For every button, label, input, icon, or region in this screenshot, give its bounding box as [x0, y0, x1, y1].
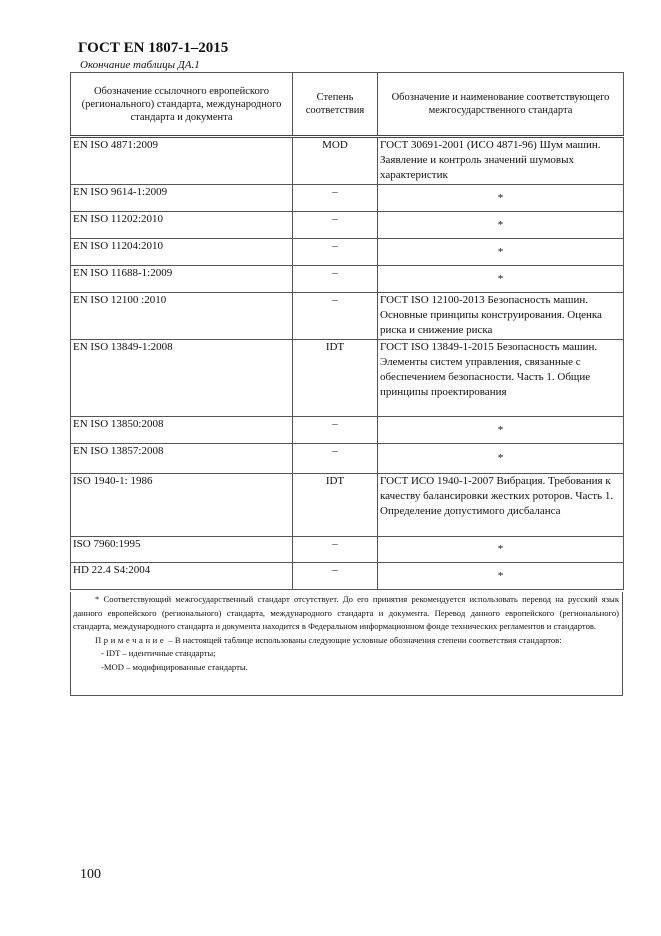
table-row: [71, 537, 624, 563]
table-row: [71, 212, 624, 239]
reference-cell: EN ISO 13850:2008: [71, 417, 293, 444]
note-item-idt: - IDT – идентичные стандарты;: [101, 648, 216, 658]
footnote-note: [73, 634, 619, 648]
corresponding-cell: *: [378, 266, 624, 293]
column-header-degree: Степень соответствия: [293, 73, 378, 137]
reference-cell: EN ISO 11688-1:2009: [71, 266, 293, 293]
table-row: [71, 293, 624, 340]
reference-cell: EN ISO 11202:2010: [71, 212, 293, 239]
table-row: [71, 185, 624, 212]
reference-cell: EN ISO 9614-1:2009: [71, 185, 293, 212]
corresponding-cell: *: [378, 239, 624, 266]
note-label: Примечание: [95, 634, 167, 645]
reference-cell: EN ISO 12100 :2010: [71, 293, 293, 340]
column-header-corresponding: Обозначение и наименование соответствующего межгосударственного стандарта: [378, 73, 624, 137]
degree-cell: –: [293, 417, 378, 444]
degree-cell: –: [293, 293, 378, 340]
degree-cell: –: [293, 239, 378, 266]
reference-cell: EN ISO 13849-1:2008: [71, 340, 293, 417]
page-number: 100: [80, 867, 101, 882]
reference-cell: HD 22.4 S4:2004: [71, 563, 293, 590]
table-row: [71, 239, 624, 266]
standards-table: [70, 72, 624, 590]
corresponding-cell: *: [378, 417, 624, 444]
corresponding-cell: *: [378, 185, 624, 212]
table-row: [71, 563, 624, 590]
table-continuation-caption: Окончание таблицы ДА.1: [80, 59, 200, 71]
note-item-mod: -MOD – модифицированные стандарты.: [101, 661, 248, 672]
corresponding-cell: ГОСТ ISO 13849-1-2015 Безопасность машин. Элементы систем управления, связанные с обеспечением безопасности. Часть 1. Общие принципы проектирования: [378, 340, 624, 417]
corresponding-cell: *: [378, 212, 624, 239]
table-footnote: [70, 592, 623, 696]
reference-cell: EN ISO 13857:2008: [71, 444, 293, 474]
document-title: ГОСТ EN 1807-1–2015: [78, 40, 229, 56]
reference-cell: EN ISO 4871:2009: [71, 137, 293, 185]
table-row: [71, 340, 624, 417]
reference-cell: ISO 1940-1: 1986: [71, 474, 293, 537]
degree-cell: –: [293, 212, 378, 239]
table-row: [71, 137, 624, 185]
corresponding-cell: *: [378, 537, 624, 563]
table-header-row: [71, 73, 624, 137]
corresponding-cell: *: [378, 444, 624, 474]
corresponding-cell: *: [378, 563, 624, 590]
footnote-star: * Соответствующий межгосударственный стандарт отсутствует. До его принятия рекомендуется использовать перевод на русский язык данного европейского (регионального) стандарта, международного стандарта и документа. Перевод данного европейского (регионального) стандарта, международного стандарта и документа находится в Федеральном информационном фонде технических регламентов и стандартов.: [73, 594, 619, 631]
corresponding-cell: ГОСТ ИСО 1940-1-2007 Вибрация. Требования к качеству балансировки жестких роторов. Часть 1. Определение допустимого дисбаланса: [378, 474, 624, 537]
degree-cell: –: [293, 185, 378, 212]
table-row: [71, 266, 624, 293]
degree-cell: IDT: [293, 474, 378, 537]
degree-cell: –: [293, 444, 378, 474]
degree-cell: IDT: [293, 340, 378, 417]
degree-cell: –: [293, 266, 378, 293]
table-row: [71, 444, 624, 474]
degree-cell: –: [293, 563, 378, 590]
corresponding-cell: ГОСТ ISO 12100-2013 Безопасность машин. Основные принципы конструирования. Оценка риска и снижение риска: [378, 293, 624, 340]
reference-cell: EN ISO 11204:2010: [71, 239, 293, 266]
degree-cell: MOD: [293, 137, 378, 185]
note-text: – В настоящей таблице использованы следующие условные обозначения степени соответствия стандартов:: [166, 634, 562, 645]
reference-cell: ISO 7960:1995: [71, 537, 293, 563]
table-row: [71, 417, 624, 444]
table-row: [71, 474, 624, 537]
corresponding-cell: ГОСТ 30691-2001 (ИСО 4871-96) Шум машин. Заявление и контроль значений шумовых характеристик: [378, 137, 624, 185]
column-header-reference: Обозначение ссылочного европейского (регионального) стандарта, международного стандарта и документа: [71, 73, 293, 137]
degree-cell: –: [293, 537, 378, 563]
